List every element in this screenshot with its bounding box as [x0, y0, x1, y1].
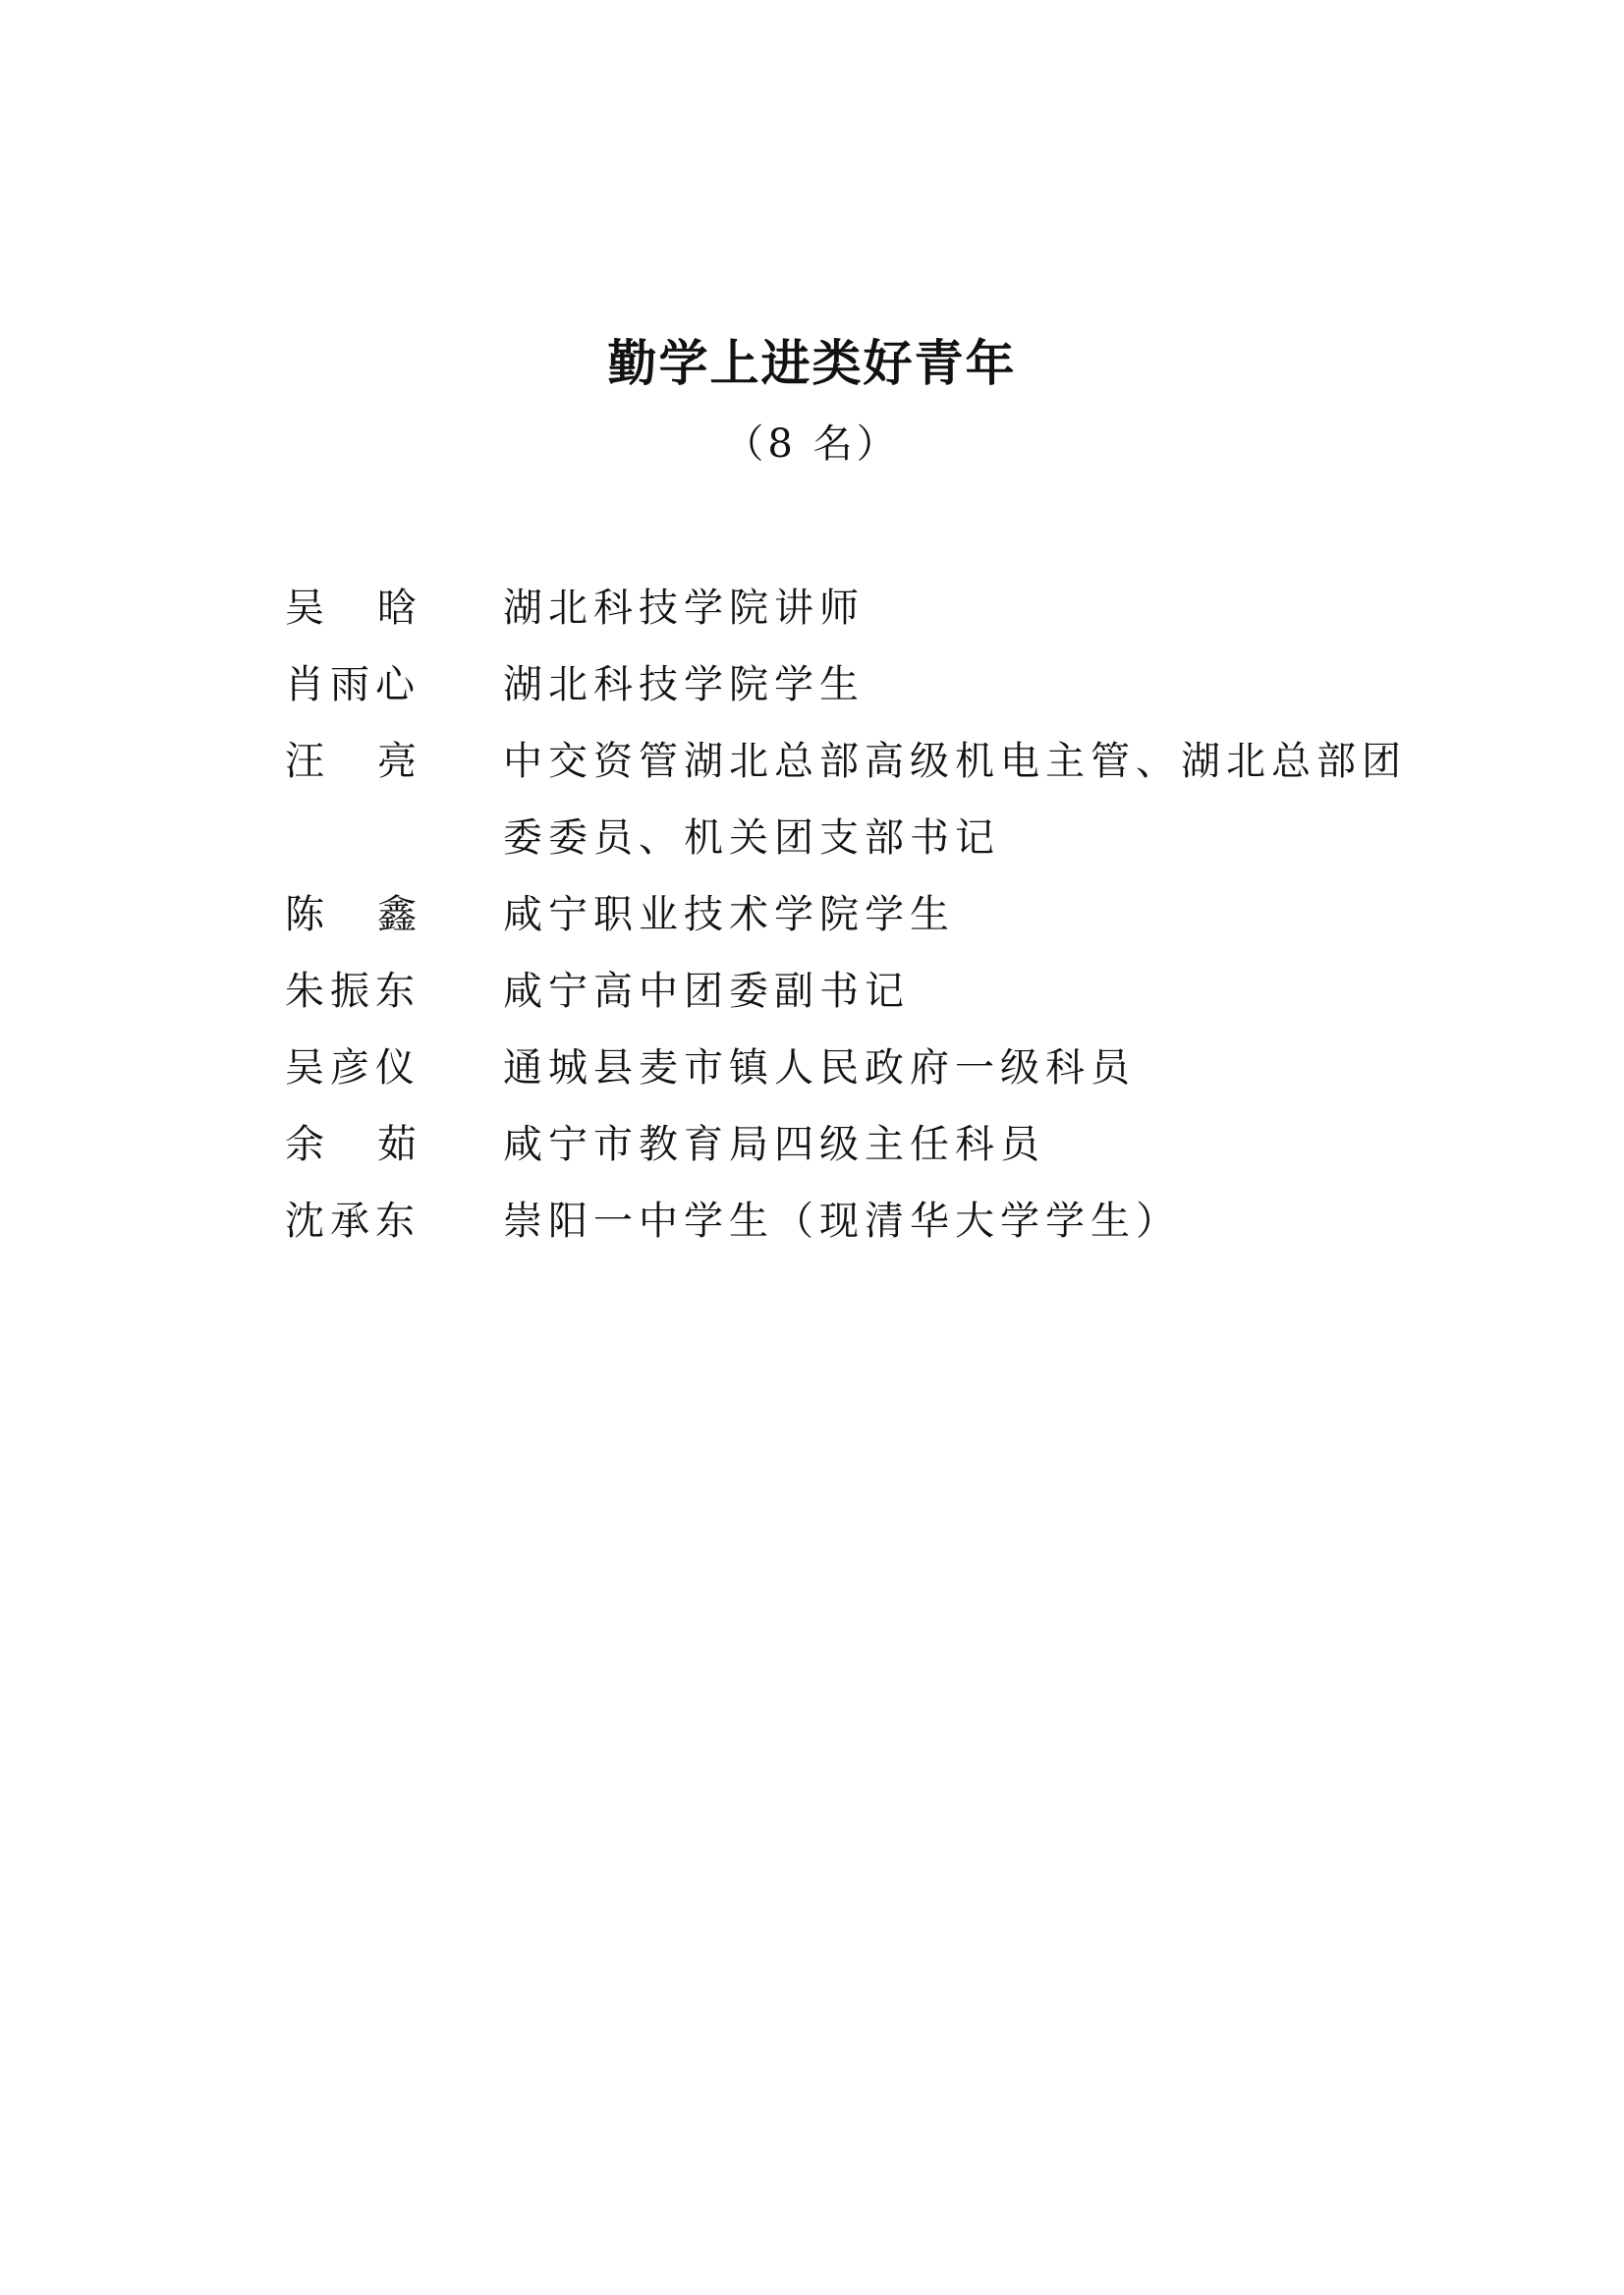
honoree-role: 通城县麦市镇人民政府一级科员 — [503, 1045, 1136, 1091]
list-item — [285, 1183, 1464, 1259]
list-item — [285, 876, 1464, 953]
honoree-name: 沈承东 — [285, 1199, 420, 1244]
name-char: 汪 — [285, 739, 324, 784]
honoree-role: 湖北科技学院讲师 — [503, 586, 865, 631]
honoree-name — [285, 570, 417, 646]
list-item — [285, 1030, 1464, 1106]
honoree-role: 咸宁市教育局四级主任科员 — [503, 1122, 1045, 1167]
page-subtitle: （8 名） — [724, 421, 900, 467]
list-item — [285, 953, 1464, 1030]
name-char: 鑫 — [377, 892, 417, 937]
honoree-name: 肖雨心 — [285, 662, 420, 707]
name-char: 吴 — [285, 586, 324, 631]
honoree-role: 崇阳一中学生（现清华大学学生） — [503, 1199, 1181, 1244]
honoree-name — [285, 876, 417, 953]
name-char: 亮 — [377, 739, 417, 784]
list-item — [285, 570, 1464, 646]
page-title: 勤学上进类好青年 — [607, 335, 1017, 392]
list-item — [285, 646, 1464, 723]
honoree-name: 吴彦仪 — [285, 1045, 420, 1091]
honoree-role: 咸宁高中团委副书记 — [503, 969, 910, 1014]
honoree-role: 中交资管湖北总部高级机电主管、湖北总部团委委员、机关团支部书记 — [503, 739, 1407, 861]
list-item — [285, 723, 1464, 876]
honoree-name — [285, 1106, 417, 1183]
honoree-role: 湖北科技学院学生 — [503, 662, 865, 707]
name-char: 茹 — [377, 1122, 417, 1167]
honoree-name — [285, 723, 417, 800]
honoree-name: 朱振东 — [285, 969, 420, 1014]
name-char: 陈 — [285, 892, 324, 937]
name-char: 晗 — [377, 586, 417, 631]
honoree-role: 咸宁职业技术学院学生 — [503, 892, 955, 937]
list-item — [285, 1106, 1464, 1183]
honoree-list — [285, 570, 1464, 1259]
name-char: 余 — [285, 1122, 324, 1167]
